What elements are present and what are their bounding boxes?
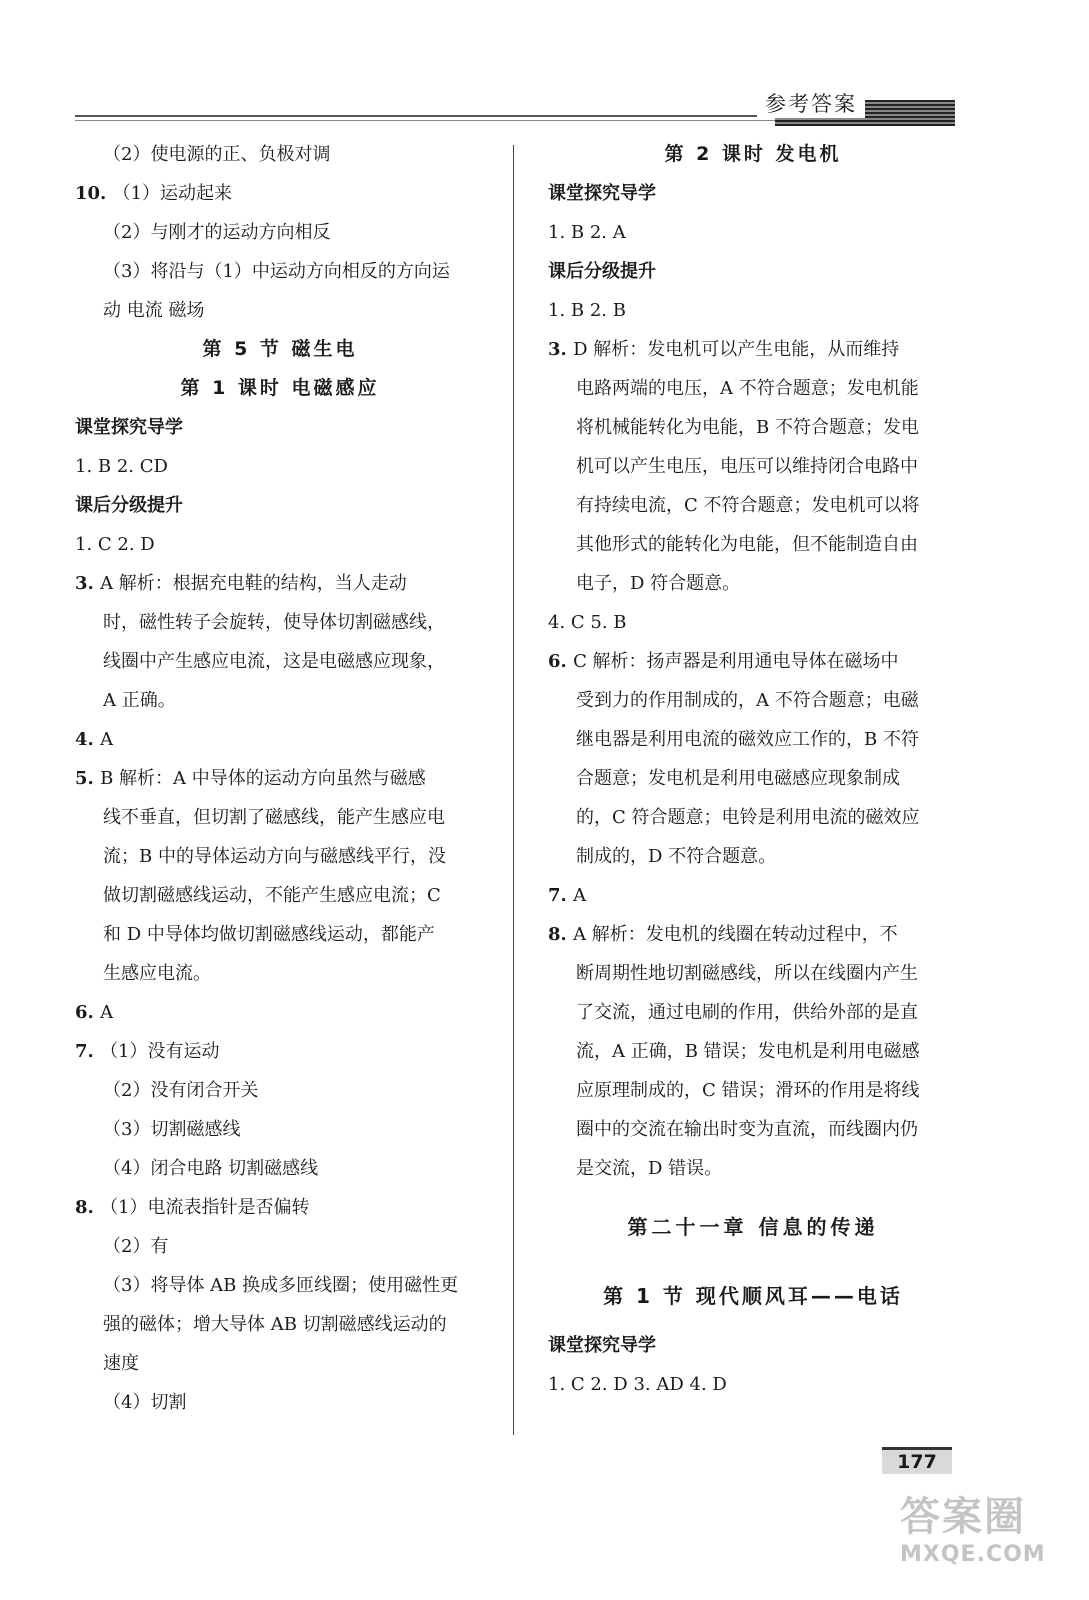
answer-line: 流；B 中的导体运动方向与磁感线平行，没 <box>103 846 446 867</box>
answer-line: 的，C 符合题意；电铃是利用电流的磁效应 <box>576 807 920 828</box>
answer-text: （1）电流表指针是否偏转 <box>100 1197 310 1218</box>
subsection-heading: 课后分级提升 <box>548 261 656 282</box>
answer-line <box>75 564 485 603</box>
answer-text: A 解析：根据充电鞋的结构，当人走动 <box>100 573 407 594</box>
right-column <box>548 135 958 1404</box>
column-divider <box>513 145 514 1435</box>
question-number: 10. <box>75 183 113 204</box>
answer-line: 断周期性地切割磁感线，所以在线圈内产生 <box>576 963 918 984</box>
answer-line: （2）有 <box>103 1236 169 1257</box>
answer-text: A <box>573 885 587 906</box>
answer-text: D 解析：发电机可以产生电能，从而维持 <box>573 339 900 360</box>
answer-line: 电子，D 符合题意。 <box>576 573 741 594</box>
section-title: 第 5 节 磁生电 <box>202 338 358 360</box>
answer-line: 动 电流 磁场 <box>103 300 205 321</box>
section-title: 第 1 课时 电磁感应 <box>180 377 380 399</box>
header-title: 参考答案 <box>757 88 865 118</box>
answer-line: （2）没有闭合开关 <box>103 1080 259 1101</box>
answer-text: C 解析：扬声器是利用通电导体在磁场中 <box>573 651 899 672</box>
answer-line: 电路两端的电压，A 不符合题意；发电机能 <box>576 378 919 399</box>
answer-line: 1. C 2. D 3. AD 4. D <box>548 1374 727 1395</box>
answer-line <box>75 174 485 213</box>
answer-line: （3）切割磁感线 <box>103 1119 241 1140</box>
answer-line: 合题意；发电机是利用电磁感应现象制成 <box>576 768 900 789</box>
question-number: 6. <box>548 651 574 672</box>
answer-line: 4. C 5. B <box>548 612 627 633</box>
subsection-heading: 课堂探究导学 <box>548 183 656 204</box>
question-number: 8. <box>548 924 574 945</box>
answer-line: 做切割磁感线运动，不能产生感应电流；C <box>103 885 441 906</box>
answer-line <box>548 330 958 369</box>
answer-line: 和 D 中导体均做切割磁感线运动，都能产 <box>103 924 435 945</box>
question-number: 7. <box>548 885 574 906</box>
answer-line: （3）将导体 AB 换成多匝线圈；使用磁性更 <box>103 1275 459 1296</box>
answer-line: 将机械能转化为电能，B 不符合题意；发电 <box>576 417 919 438</box>
answer-line: 有持续电流，C 不符合题意；发电机可以将 <box>576 495 920 516</box>
answer-line: 圈中的交流在输出时变为直流，而线圈内仍 <box>576 1119 918 1140</box>
question-number: 3. <box>548 339 574 360</box>
answer-line: 制成的，D 不符合题意。 <box>576 846 777 867</box>
answer-line: 生感应电流。 <box>103 963 211 984</box>
answer-line <box>75 759 485 798</box>
answer-line <box>75 1188 485 1227</box>
section-title: 第 1 节 现代顺风耳——电话 <box>603 1284 903 1308</box>
answer-line: 其他形式的能转化为电能，但不能制造自由 <box>576 534 918 555</box>
question-number: 6. <box>75 1002 101 1023</box>
question-number: 4. <box>75 729 101 750</box>
chapter-title: 第二十一章 信息的传递 <box>627 1215 879 1239</box>
question-number: 3. <box>75 573 101 594</box>
question-number: 7. <box>75 1041 101 1062</box>
subsection-heading: 课堂探究导学 <box>75 417 183 438</box>
answer-line: （3）将沿与（1）中运动方向相反的方向运 <box>103 261 450 282</box>
answer-line: 1. B 2. CD <box>75 456 168 477</box>
answer-line: 1. B 2. B <box>548 300 626 321</box>
answer-text: （1）没有运动 <box>100 1041 220 1062</box>
answer-line <box>75 993 485 1032</box>
question-number: 5. <box>75 768 101 789</box>
answer-line: （2）与刚才的运动方向相反 <box>103 222 331 243</box>
subsection-heading: 课后分级提升 <box>75 495 183 516</box>
answer-line <box>548 915 958 954</box>
answer-line <box>75 1032 485 1071</box>
answer-line: 速度 <box>103 1353 139 1374</box>
watermark-site: MXQE.COM <box>900 1542 1046 1567</box>
answer-line <box>548 876 958 915</box>
answer-line: 1. C 2. D <box>75 534 155 555</box>
answer-text: （1）运动起来 <box>112 183 233 204</box>
page-number: 177 <box>882 1447 952 1474</box>
answer-line: （4）闭合电路 切割磁感线 <box>103 1158 319 1179</box>
answer-line: 应原理制成的，C 错误；滑环的作用是将线 <box>576 1080 920 1101</box>
header-line <box>75 115 775 117</box>
answer-line: 了交流，通过电刷的作用，供给外部的是直 <box>576 1002 918 1023</box>
answer-line: 时，磁性转子会旋转，使导体切割磁感线， <box>103 612 445 633</box>
answer-line: 受到力的作用制成的，A 不符合题意；电磁 <box>576 690 919 711</box>
answer-line: A 正确。 <box>103 690 176 711</box>
subsection-heading: 课堂探究导学 <box>548 1335 656 1356</box>
answer-line: 是交流，D 错误。 <box>576 1158 723 1179</box>
watermark-text: 答案圈 <box>900 1494 1026 1540</box>
left-column <box>75 135 485 1422</box>
answer-line: 继电器是利用电流的磁效应工作的，B 不符 <box>576 729 919 750</box>
watermark-logo <box>900 1485 1070 1585</box>
header-line-thin <box>75 120 775 121</box>
answer-line: 强的磁体；增大导体 AB 切割磁感线运动的 <box>103 1314 447 1335</box>
answer-line <box>548 642 958 681</box>
answer-line: （2）使电源的正、负极对调 <box>103 144 331 165</box>
answer-line: 1. B 2. A <box>548 222 626 243</box>
answer-text: A 解析：发电机的线圈在转动过程中，不 <box>573 924 898 945</box>
answer-text: B 解析：A 中导体的运动方向虽然与磁感 <box>100 768 426 789</box>
answer-line <box>75 720 485 759</box>
answer-line: 流，A 正确，B 错误；发电机是利用电磁感 <box>576 1041 920 1062</box>
answer-text: A <box>100 1002 114 1023</box>
question-number: 8. <box>75 1197 101 1218</box>
section-title: 第 2 课时 发电机 <box>664 143 842 165</box>
answer-line: 线不垂直，但切割了磁感线，能产生感应电 <box>103 807 445 828</box>
answer-line: 线圈中产生感应电流，这是电磁感应现象， <box>103 651 445 672</box>
answer-line: 机可以产生电压，电压可以维持闭合电路中 <box>576 456 918 477</box>
answer-line: （4）切割 <box>103 1392 187 1413</box>
answer-text: A <box>100 729 114 750</box>
